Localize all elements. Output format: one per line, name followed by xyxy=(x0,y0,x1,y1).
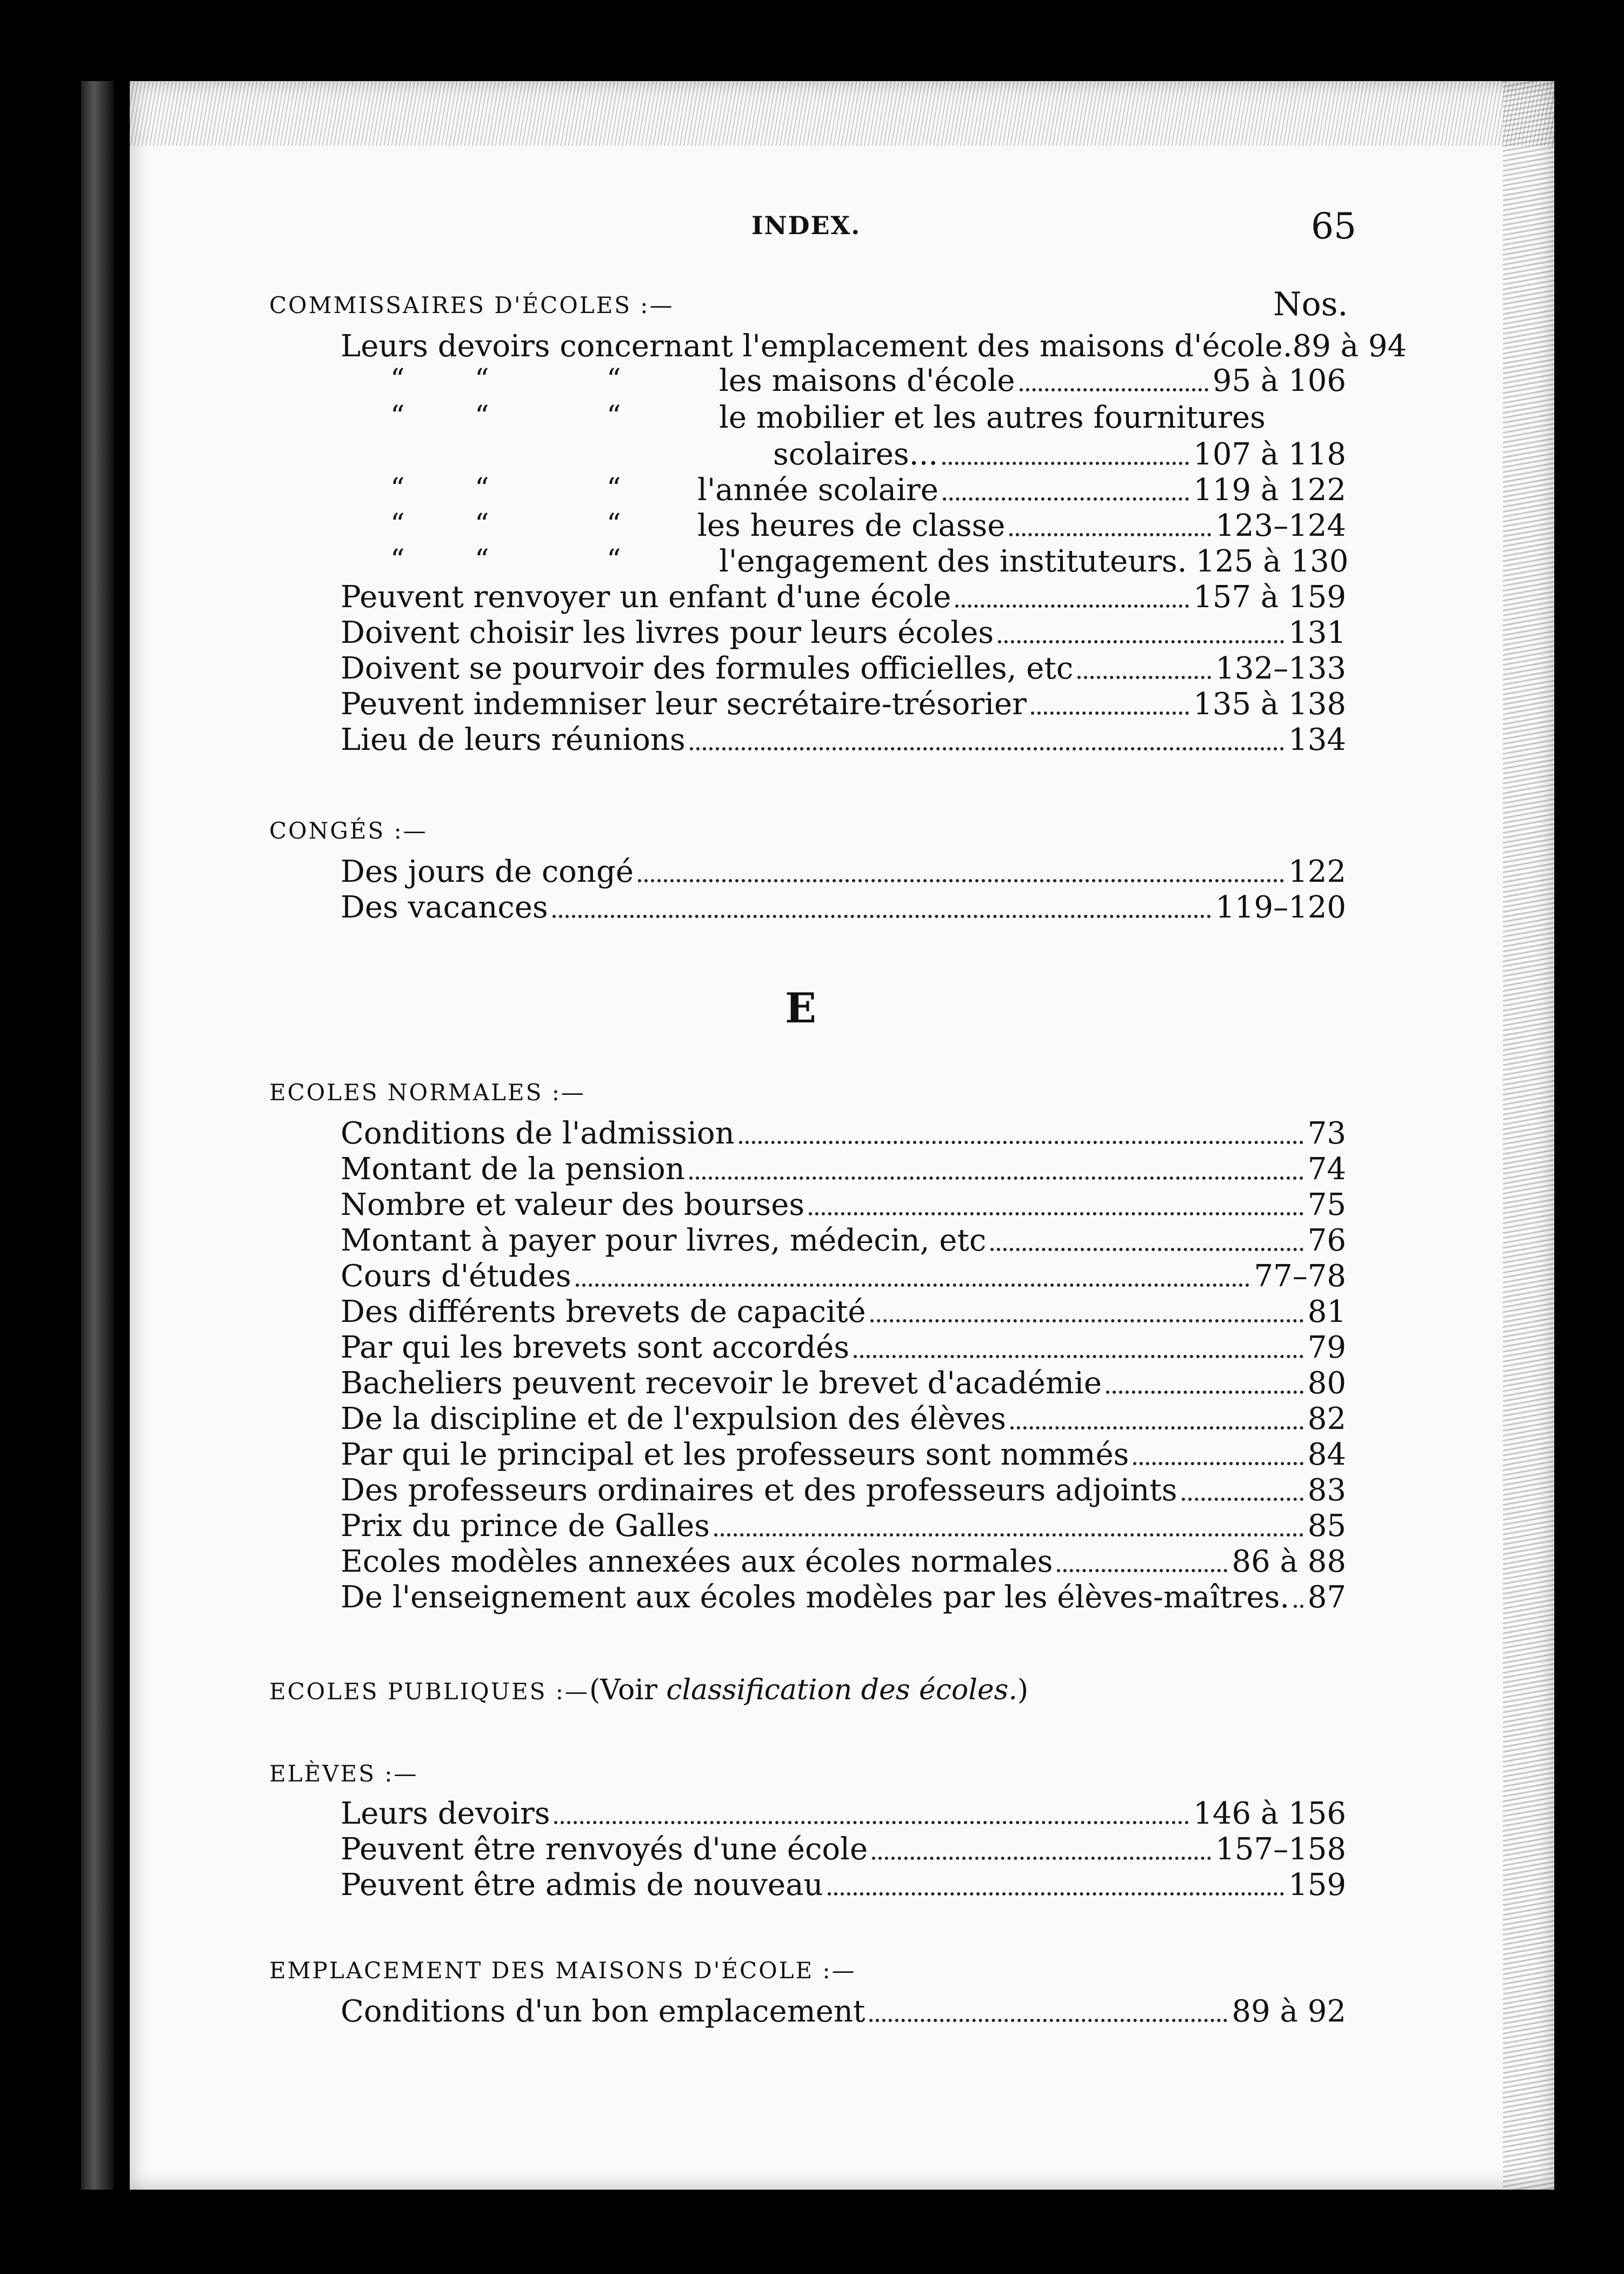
entry-num: 85 xyxy=(1307,1508,1346,1544)
index-entry xyxy=(341,890,1346,926)
index-entry xyxy=(341,1294,1346,1330)
entry-num: 119–120 xyxy=(1215,890,1346,925)
entry-num: 80 xyxy=(1307,1366,1346,1401)
ditto-mark: “ xyxy=(475,473,489,505)
index-entry xyxy=(341,1366,1346,1401)
sub-entry-label: le mobilier et les autres fournitures xyxy=(719,400,1266,435)
alphabet-letter-heading: E xyxy=(785,984,816,1032)
index-entry xyxy=(341,1473,1346,1508)
entry-label: Des jours de congé xyxy=(341,854,634,889)
index-entry xyxy=(341,1544,1346,1580)
section-heading-ecoles-normales: ECOLES NORMALES :— xyxy=(269,1079,585,1106)
devoirs-first-num: 89 à 94 xyxy=(1292,329,1407,364)
entry-label: Par qui les brevets sont accordés xyxy=(341,1330,850,1365)
ditto-mark: “ xyxy=(390,473,405,505)
entry-label: Peuvent être renvoyés d'une école xyxy=(341,1832,868,1867)
entry-num: 132–133 xyxy=(1215,651,1346,686)
devoirs-lead-text: Leurs devoirs concernant xyxy=(341,329,733,364)
entry-num: 84 xyxy=(1307,1437,1346,1472)
entry-label: Des professeurs ordinaires et des professeurs adjoints xyxy=(341,1473,1177,1508)
entry-label: Peuvent indemniser leur secrétaire-trésorier xyxy=(341,687,1027,722)
entry-num: 74 xyxy=(1307,1152,1346,1187)
index-entry xyxy=(341,651,1346,687)
section-heading-eleves: ELÈVES :— xyxy=(269,1760,418,1787)
sub-entry-label: les maisons d'école xyxy=(719,363,1015,398)
running-header: INDEX. xyxy=(751,211,861,240)
entry-label: De l'enseignement aux écoles modèles par les élèves-maîtres. xyxy=(341,1580,1290,1615)
entry-num: 87 xyxy=(1307,1580,1346,1615)
index-entry xyxy=(341,1116,1346,1152)
index-entry xyxy=(341,1580,1346,1615)
entry-label: Montant de la pension xyxy=(341,1152,685,1187)
sub-entry-num: 107 à 118 xyxy=(1193,437,1346,472)
entry-label: Des différents brevets de capacité xyxy=(341,1294,866,1329)
sub-entry-num: 125 à 130 xyxy=(1195,544,1349,579)
entry-label: Doivent choisir les livres pour leurs écoles xyxy=(341,615,994,650)
sub-entry-num: 123–124 xyxy=(1215,508,1346,543)
index-entry xyxy=(341,1330,1346,1366)
ditto-mark: “ xyxy=(390,508,405,541)
entry-num: 81 xyxy=(1307,1294,1346,1329)
index-entry xyxy=(341,1437,1346,1473)
entry-label: Conditions d'un bon emplacement xyxy=(341,1994,866,2029)
index-entry xyxy=(341,854,1346,890)
entry-label: De la discipline et de l'expulsion des élèves xyxy=(341,1401,1006,1437)
ditto-mark: “ xyxy=(475,508,489,541)
index-entry xyxy=(341,1401,1346,1437)
entry-label: Doivent se pourvoir des formules officielles, etc xyxy=(341,651,1074,686)
index-entry xyxy=(341,1867,1346,1903)
sub-entry xyxy=(697,508,1346,544)
ditto-mark: “ xyxy=(390,363,405,396)
entry-num: 146 à 156 xyxy=(1193,1796,1346,1831)
ditto-mark: “ xyxy=(475,544,489,576)
entry-label: Montant à payer pour livres, médecin, etc xyxy=(341,1223,987,1258)
cross-reference: classification des écoles. xyxy=(666,1674,1017,1706)
entry-label: Par qui le principal et les professeurs sont nommés xyxy=(341,1437,1129,1472)
ditto-mark: “ xyxy=(607,544,621,576)
ditto-mark: “ xyxy=(607,400,621,433)
voir-close: ) xyxy=(1017,1674,1029,1706)
ditto-mark: “ xyxy=(390,400,405,433)
section-heading-conges: CONGÉS :— xyxy=(269,817,428,844)
entry-num: 134 xyxy=(1288,722,1346,757)
entry-num: 83 xyxy=(1307,1473,1346,1508)
entry-num: 86 à 88 xyxy=(1232,1544,1346,1579)
entry-num: 157 à 159 xyxy=(1193,580,1346,615)
sub-entry-num: 119 à 122 xyxy=(1193,473,1346,508)
entry-label: Prix du prince de Galles xyxy=(341,1508,710,1544)
entry-label: Nombre et valeur des bourses xyxy=(341,1187,805,1222)
index-entry xyxy=(341,1832,1346,1867)
devoirs-first-item: l'emplacement des maisons d'école. xyxy=(742,329,1293,364)
entry-num: 131 xyxy=(1288,615,1346,650)
index-entry xyxy=(341,1152,1346,1187)
entry-label: Lieu de leurs réunions xyxy=(341,722,685,757)
entry-label: Ecoles modèles annexées aux écoles normales xyxy=(341,1544,1053,1579)
sub-entry xyxy=(773,437,1346,473)
entry-label: Bacheliers peuvent recevoir le brevet d'académie xyxy=(341,1366,1102,1401)
ditto-mark: “ xyxy=(475,363,489,396)
index-entry xyxy=(341,1259,1346,1294)
sub-entry-label: les heures de classe xyxy=(697,508,1006,543)
entry-label: Conditions de l'admission xyxy=(341,1116,735,1151)
devoirs-lead xyxy=(341,329,1407,364)
ditto-mark: “ xyxy=(607,508,621,541)
index-entry xyxy=(341,1796,1346,1832)
index-entry xyxy=(341,687,1346,722)
entry-num: 89 à 92 xyxy=(1232,1994,1346,2029)
entry-num: 135 à 138 xyxy=(1193,687,1346,722)
scan-noise-top xyxy=(130,81,1554,146)
book-spine-shadow xyxy=(81,81,114,2190)
entry-label: Peuvent être admis de nouveau xyxy=(341,1867,823,1903)
entry-num: 122 xyxy=(1288,854,1346,889)
entry-num: 82 xyxy=(1307,1401,1346,1437)
sub-entry xyxy=(719,363,1346,399)
page-number: 65 xyxy=(1311,205,1356,247)
entry-num: 73 xyxy=(1307,1116,1346,1151)
index-entry xyxy=(341,580,1346,615)
sub-entry xyxy=(719,544,1349,580)
index-entry xyxy=(341,1994,1346,2030)
nos-column-label: Nos. xyxy=(1273,285,1348,323)
entry-num: 75 xyxy=(1307,1187,1346,1222)
sub-entry xyxy=(697,473,1346,508)
sub-entry-num: 95 à 106 xyxy=(1212,363,1346,398)
ditto-mark: “ xyxy=(607,363,621,396)
entry-num: 159 xyxy=(1288,1867,1346,1903)
section-heading-ecoles-publiques: ECOLES PUBLIQUES :— xyxy=(269,1678,589,1705)
ditto-mark: “ xyxy=(475,400,489,433)
sub-entry-label: scolaires... xyxy=(773,437,939,472)
entry-label: Cours d'études xyxy=(341,1259,571,1294)
entry-label: Des vacances xyxy=(341,890,548,925)
voir-open: (Voir xyxy=(589,1674,657,1706)
entry-label: Leurs devoirs xyxy=(341,1796,550,1831)
entry-num: 157–158 xyxy=(1215,1832,1346,1867)
index-entry xyxy=(341,1187,1346,1223)
section-heading-commissaires: COMMISSAIRES D'ÉCOLES :— xyxy=(269,292,674,318)
entry-num: 76 xyxy=(1307,1223,1346,1258)
section-ecoles-publiques xyxy=(269,1674,1028,1706)
ditto-mark: “ xyxy=(607,473,621,505)
ditto-mark: “ xyxy=(390,544,405,576)
index-entry xyxy=(341,615,1346,651)
sub-entry-label: l'année scolaire xyxy=(697,473,939,508)
scan-noise-right xyxy=(1503,81,1554,2190)
entry-label: Peuvent renvoyer un enfant d'une école xyxy=(341,580,951,615)
index-entry xyxy=(341,1223,1346,1259)
index-entry xyxy=(341,1508,1346,1544)
entry-num: 79 xyxy=(1307,1330,1346,1365)
sub-entry-label: l'engagement des instituteurs. xyxy=(719,544,1187,579)
index-entry xyxy=(341,722,1346,758)
section-heading-emplacement: EMPLACEMENT DES MAISONS D'ÉCOLE :— xyxy=(269,1957,856,1984)
entry-num: 77–78 xyxy=(1254,1259,1346,1294)
